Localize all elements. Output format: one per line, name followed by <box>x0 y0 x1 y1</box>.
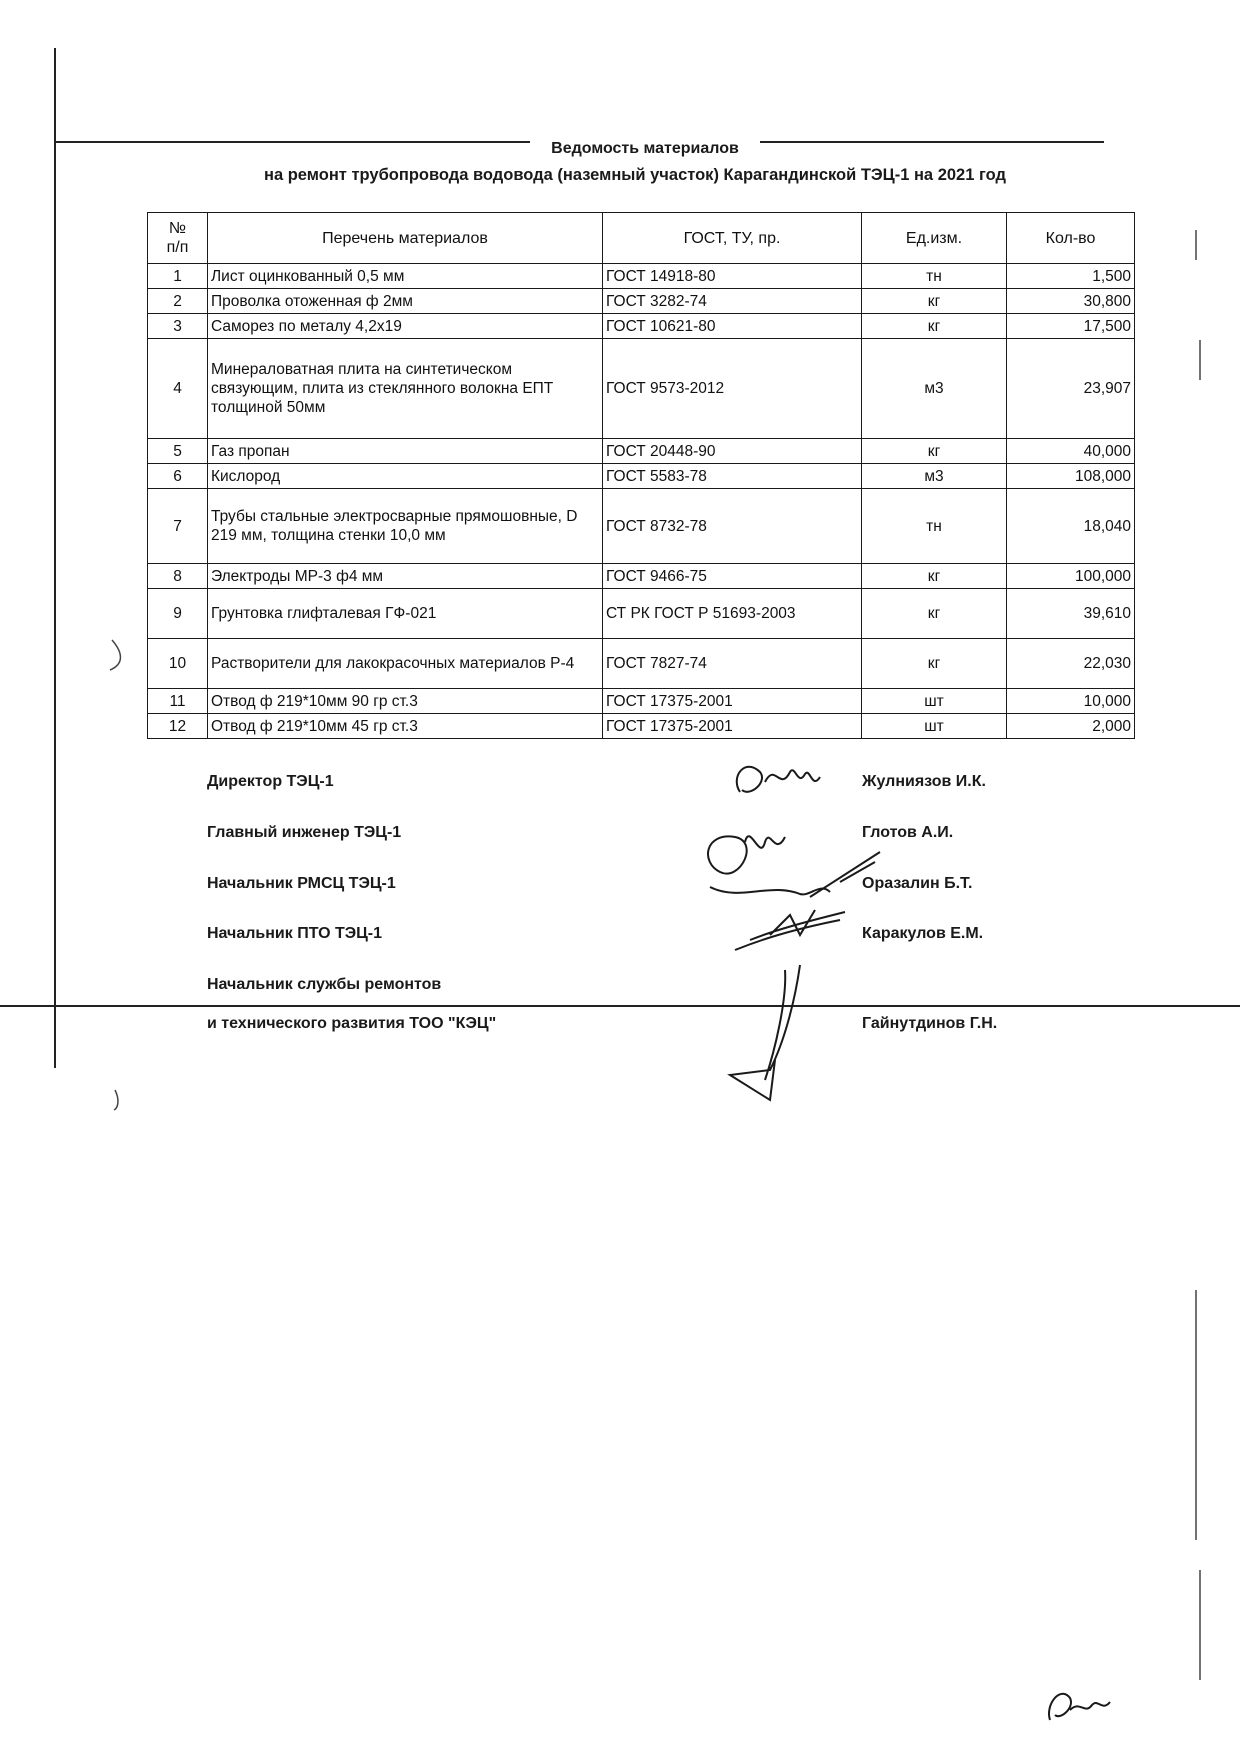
row-gost: ГОСТ 9573-2012 <box>603 339 862 439</box>
row-num: 7 <box>148 489 208 564</box>
header-num-abbr: п/п <box>166 239 189 256</box>
row-qty: 23,907 <box>1007 339 1135 439</box>
row-qty: 39,610 <box>1007 589 1135 639</box>
row-gost: ГОСТ 5583-78 <box>603 464 862 489</box>
row-gost: ГОСТ 3282-74 <box>603 289 862 314</box>
row-gost: ГОСТ 17375-2001 <box>603 689 862 714</box>
row-name: Минераловатная плита на синтетическом связующим, плита из стеклянного волокна ЕПТ толщиной 50мм <box>208 339 603 439</box>
row-unit: кг <box>862 314 1007 339</box>
row-name: Растворители для лакокрасочных материалов Р-4 <box>208 639 603 689</box>
row-gost: ГОСТ 17375-2001 <box>603 714 862 739</box>
row-num: 4 <box>148 339 208 439</box>
row-num: 3 <box>148 314 208 339</box>
row-qty: 22,030 <box>1007 639 1135 689</box>
row-gost: ГОСТ 9466-75 <box>603 564 862 589</box>
document-subtitle: на ремонт трубопровода водовода (наземный участок) Карагандинской ТЭЦ-1 на 2021 год <box>264 166 1006 184</box>
row-qty: 1,500 <box>1007 264 1135 289</box>
signatory-name: Глотов А.И. <box>862 824 954 841</box>
row-unit: м3 <box>862 339 1007 439</box>
row-unit: тн <box>862 264 1007 289</box>
row-unit: кг <box>862 564 1007 589</box>
row-num: 6 <box>148 464 208 489</box>
row-gost: ГОСТ 20448-90 <box>603 439 862 464</box>
signatory-name: Жулниязов И.К. <box>862 773 986 790</box>
row-qty: 10,000 <box>1007 689 1135 714</box>
signatory-role: Начальник ПТО ТЭЦ-1 <box>207 925 383 942</box>
signatory-name: Оразалин Б.Т. <box>862 875 973 892</box>
row-unit: м3 <box>862 464 1007 489</box>
row-unit: кг <box>862 289 1007 314</box>
row-gost: ГОСТ 10621-80 <box>603 314 862 339</box>
signatory-role: и технического развития ТОО "КЭЦ" <box>207 1015 497 1032</box>
row-qty: 40,000 <box>1007 439 1135 464</box>
row-name: Газ пропан <box>208 439 603 464</box>
signatory-role: Главный инженер ТЭЦ-1 <box>207 824 402 841</box>
row-num: 1 <box>148 264 208 289</box>
row-unit: кг <box>862 639 1007 689</box>
row-gost: ГОСТ 8732-78 <box>603 489 862 564</box>
row-qty: 2,000 <box>1007 714 1135 739</box>
document-title: Ведомость материалов <box>530 140 760 158</box>
row-name: Трубы стальные электросварные прямошовные, D 219 мм, толщина стенки 10,0 мм <box>208 489 603 564</box>
row-gost: СТ РК ГОСТ Р 51693-2003 <box>603 589 862 639</box>
row-qty: 17,500 <box>1007 314 1135 339</box>
header-name: Перечень материалов <box>208 213 603 264</box>
row-name: Лист оцинкованный 0,5 мм <box>208 264 603 289</box>
header-unit: Ед.изм. <box>862 213 1007 264</box>
row-num: 5 <box>148 439 208 464</box>
signatory-role: Начальник службы ремонтов <box>207 976 442 993</box>
signatory-name: Гайнутдинов Г.Н. <box>862 1015 998 1032</box>
row-unit: кг <box>862 439 1007 464</box>
row-num: 9 <box>148 589 208 639</box>
row-name: Электроды МР-3 ф4 мм <box>208 564 603 589</box>
row-name: Отвод ф 219*10мм 90 гр ст.3 <box>208 689 603 714</box>
header-qty: Кол-во <box>1007 213 1135 264</box>
row-name: Проволка отоженная ф 2мм <box>208 289 603 314</box>
row-unit: шт <box>862 714 1007 739</box>
row-name: Кислород <box>208 464 603 489</box>
row-num: 10 <box>148 639 208 689</box>
header-gost: ГОСТ, ТУ, пр. <box>603 213 862 264</box>
row-gost: ГОСТ 14918-80 <box>603 264 862 289</box>
row-num: 8 <box>148 564 208 589</box>
signatory-name: Каракулов Е.М. <box>862 925 984 942</box>
row-qty: 18,040 <box>1007 489 1135 564</box>
row-num: 2 <box>148 289 208 314</box>
row-num: 12 <box>148 714 208 739</box>
row-name: Грунтовка глифталевая ГФ-021 <box>208 589 603 639</box>
row-unit: шт <box>862 689 1007 714</box>
row-gost: ГОСТ 7827-74 <box>603 639 862 689</box>
signatory-role: Начальник РМСЦ ТЭЦ-1 <box>207 875 396 892</box>
row-qty: 30,800 <box>1007 289 1135 314</box>
row-name: Отвод ф 219*10мм 45 гр ст.3 <box>208 714 603 739</box>
signatory-role: Директор ТЭЦ-1 <box>207 773 334 790</box>
row-qty: 108,000 <box>1007 464 1135 489</box>
row-unit: тн <box>862 489 1007 564</box>
row-name: Саморез по металу 4,2х19 <box>208 314 603 339</box>
row-num: 11 <box>148 689 208 714</box>
row-qty: 100,000 <box>1007 564 1135 589</box>
header-num-sign: № <box>168 220 187 237</box>
row-unit: кг <box>862 589 1007 639</box>
